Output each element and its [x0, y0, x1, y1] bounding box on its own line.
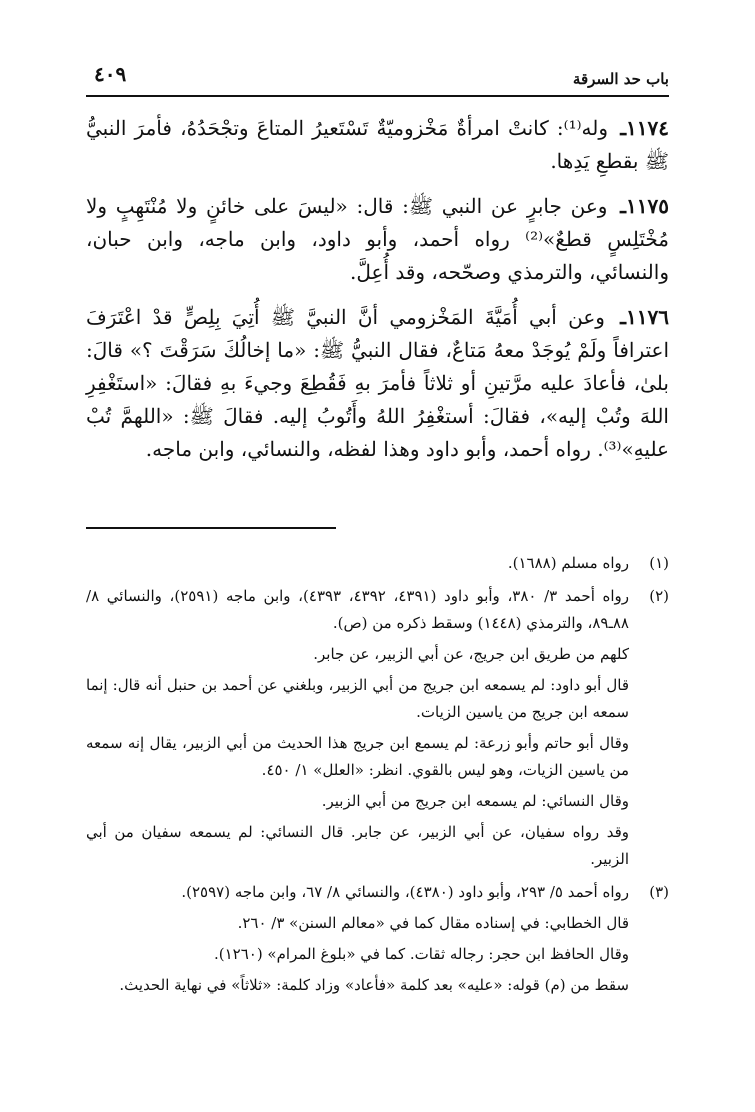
footnote-number: (٣): [649, 883, 669, 901]
page-header: [86, 62, 669, 92]
footnote-paragraph: وقد رواه سفيان، عن أبي الزبير، عن جابر. قال النسائي: لم يسمعه سفيان من أبي الزبير.: [86, 823, 629, 868]
footnote-paragraph: سقط من (م) قوله: «عليه» بعد كلمة «فأعاد» وزاد كلمة: «ثلاثاً» في نهاية الحديث.: [119, 976, 629, 994]
chapter-title: باب حد السرقة: [572, 70, 669, 88]
hadith-number: ١١٧٥ـ: [620, 194, 669, 218]
footnote-2: [86, 583, 669, 877]
hadith-text: وله⁽¹⁾: كانتْ امرأةٌ مَخْزوميّةٌ تَسْتَعيرُ المتاعَ وتجْحَدُهُ، فأمرَ النبيُّ ﷺ بقطعِ يَدِها.: [86, 116, 669, 173]
footnote-separator: [86, 527, 336, 529]
hadith-number: ١١٧٦ـ: [620, 305, 669, 329]
footnote-1: [86, 550, 669, 581]
hadith-text: وعن أبي أُمَيَّةَ المَخْزومي أنَّ النبيَّ ﷺ أُتِيَ بِلِصٍّ قدْ اعْتَرَفَ اعترافاً ولَمْ يُوجَدْ معهُ مَتاعٌ، فقال النبيُّ ﷺ: «ما إخالُكَ سَرَقْتَ ؟» قالَ: بلىٰ، فأعادَ عليه مرَّتينِ أو ثلاثاً فأمرَ بهِ فَقُطِعَ وجيءَ بهِ فقالَ: «استَغْفِرِ اللهَ وتُبْ إليه»، فقالَ: أستغْفِرُ اللهُ وأَتُوبُ إليه. فقالَ ﷺ: «اللهمَّ تُبْ عليهِ»⁽³⁾. رواه أحمد، وأبو داود وهذا لفظه، والنسائي، وابن ماجه.: [86, 305, 669, 461]
footnote-number: (١): [649, 554, 669, 572]
hadith-text: وعن جابرٍ عن النبي ﷺ: قال: «ليسَ على خائنٍ ولا مُنْتَهِبٍ ولا مُخْتَلِسٍ قطعٌ»⁽²⁾ رواه أحمد، وأبو داود، وابن ماجه، وابن حبان، والنسائي، والترمذي وصحّحه، وقد أُعِلَّ.: [86, 194, 669, 284]
footnote-paragraph: قال أبو داود: لم يسمعه ابن جريج من أبي الزبير، وبلغني عن أحمد بن حنبل أنه قال: إنما سمعه ابن جريج من ياسين الزيات.: [86, 676, 629, 721]
footnote-paragraph: رواه أحمد ٥/ ٢٩٣، وأبو داود (٤٣٨٠)، والنسائي ٨/ ٦٧، وابن ماجه (٢٥٩٧).: [181, 883, 629, 901]
footnote-paragraph: وقال الحافظ ابن حجر: رجاله ثقات. كما في «بلوغ المرام» (١٢٦٠).: [213, 945, 629, 963]
footnote-paragraph: وقال النسائي: لم يسمعه ابن جريج من أبي الزبير.: [321, 792, 629, 810]
footnotes: [86, 550, 669, 1005]
footnote-3: [86, 879, 669, 1003]
hadith-number: ١١٧٤ـ: [620, 116, 670, 140]
hadith-1176: [86, 301, 669, 466]
main-text: [86, 112, 669, 478]
footnote-number: (٢): [649, 587, 669, 605]
header-divider: [86, 95, 669, 97]
footnote-body: [86, 879, 629, 1003]
footnote-paragraph: كلهم من طريق ابن جريج، عن أبي الزبير، عن جابر.: [313, 645, 629, 663]
footnote-body: [86, 550, 629, 581]
footnote-paragraph: قال الخطابي: في إسناده مقال كما في «معالم السنن» ٣/ ٢٦٠.: [237, 914, 629, 932]
hadith-1174: [86, 112, 669, 178]
footnote-paragraph: رواه أحمد ٣/ ٣٨٠، وأبو داود (٤٣٩١، ٤٣٩٢، ٤٣٩٣)، وابن ماجه (٢٥٩١)، والنسائي ٨/ ٨٨ـ٨٩، والترمذي (١٤٤٨) وسقط ذكره من (ص).: [86, 587, 630, 632]
footnote-body: [86, 583, 629, 877]
footnote-paragraph: رواه مسلم (١٦٨٨).: [507, 554, 629, 572]
hadith-1175: [86, 190, 669, 289]
footnote-paragraph: وقال أبو حاتم وأبو زرعة: لم يسمع ابن جريج هذا الحديث من أبي الزبير، يقال إنه سمعه من ياسين الزيات، وهو ليس بالقوي. انظر: «العلل» ١/ ٤٥٠.: [86, 734, 629, 779]
page-number: ٤٠٩: [94, 62, 127, 86]
